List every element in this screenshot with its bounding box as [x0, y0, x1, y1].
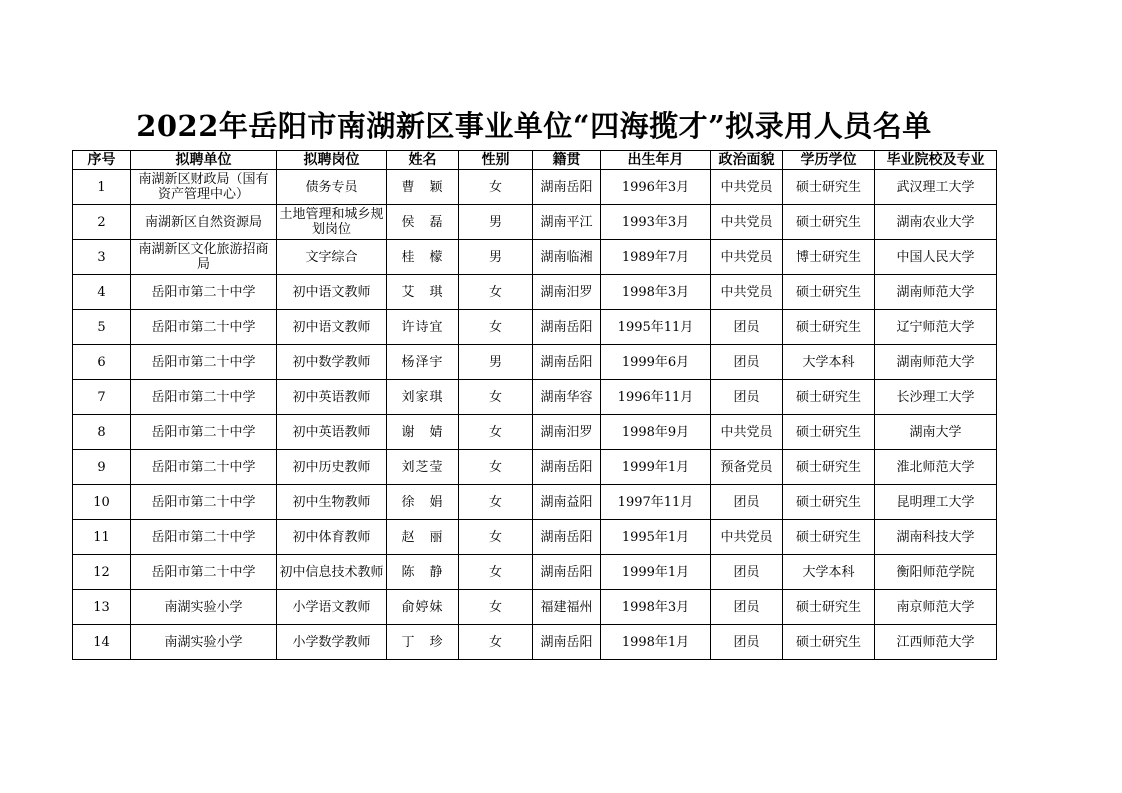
cell-birth: 1996年3月	[601, 170, 711, 205]
cell-post: 初中英语教师	[277, 380, 387, 415]
col-header-birth: 出生年月	[601, 151, 711, 170]
cell-gender: 男	[459, 205, 533, 240]
cell-school: 衡阳师范学院	[875, 555, 997, 590]
col-header-gender: 性别	[459, 151, 533, 170]
cell-no: 8	[73, 415, 131, 450]
cell-birth: 1998年9月	[601, 415, 711, 450]
cell-name: 曹 颖	[387, 170, 459, 205]
cell-gender: 女	[459, 415, 533, 450]
cell-school: 湖南科技大学	[875, 520, 997, 555]
cell-degree: 硕士研究生	[783, 205, 875, 240]
cell-degree: 硕士研究生	[783, 310, 875, 345]
cell-post: 小学数学教师	[277, 625, 387, 660]
cell-party: 团员	[711, 625, 783, 660]
cell-unit: 岳阳市第二十中学	[131, 450, 277, 485]
cell-school: 江西师范大学	[875, 625, 997, 660]
cell-unit: 南湖实验小学	[131, 625, 277, 660]
col-header-party: 政治面貌	[711, 151, 783, 170]
cell-degree: 硕士研究生	[783, 590, 875, 625]
col-header-name: 姓名	[387, 151, 459, 170]
table-row	[73, 450, 997, 485]
cell-party: 中共党员	[711, 275, 783, 310]
cell-name: 赵 丽	[387, 520, 459, 555]
cell-party: 中共党员	[711, 170, 783, 205]
cell-degree: 博士研究生	[783, 240, 875, 275]
cell-post: 文字综合	[277, 240, 387, 275]
cell-name: 杨泽宇	[387, 345, 459, 380]
table-row	[73, 310, 997, 345]
cell-no: 7	[73, 380, 131, 415]
cell-gender: 女	[459, 485, 533, 520]
cell-origin: 湖南岳阳	[533, 310, 601, 345]
cell-birth: 1999年6月	[601, 345, 711, 380]
cell-origin: 湖南汨罗	[533, 275, 601, 310]
cell-degree: 硕士研究生	[783, 170, 875, 205]
cell-unit: 岳阳市第二十中学	[131, 380, 277, 415]
cell-party: 中共党员	[711, 240, 783, 275]
col-header-origin: 籍贯	[533, 151, 601, 170]
cell-name: 桂 檬	[387, 240, 459, 275]
cell-school: 武汉理工大学	[875, 170, 997, 205]
cell-gender: 女	[459, 555, 533, 590]
cell-school: 湖南师范大学	[875, 345, 997, 380]
cell-school: 昆明理工大学	[875, 485, 997, 520]
cell-birth: 1998年1月	[601, 625, 711, 660]
cell-party: 中共党员	[711, 520, 783, 555]
page-title: 2022年岳阳市南湖新区事业单位“四海揽才”拟录用人员名单	[136, 109, 932, 143]
cell-post: 初中数学教师	[277, 345, 387, 380]
cell-gender: 女	[459, 625, 533, 660]
cell-unit: 岳阳市第二十中学	[131, 275, 277, 310]
cell-party: 团员	[711, 345, 783, 380]
cell-no: 12	[73, 555, 131, 590]
col-header-degree: 学历学位	[783, 151, 875, 170]
cell-no: 2	[73, 205, 131, 240]
cell-post: 初中体育教师	[277, 520, 387, 555]
cell-unit: 岳阳市第二十中学	[131, 485, 277, 520]
cell-party: 团员	[711, 310, 783, 345]
cell-gender: 男	[459, 240, 533, 275]
cell-origin: 福建福州	[533, 590, 601, 625]
cell-school: 淮北师范大学	[875, 450, 997, 485]
cell-name: 侯 磊	[387, 205, 459, 240]
cell-unit: 南湖新区文化旅游招商局	[131, 240, 277, 275]
cell-no: 13	[73, 590, 131, 625]
cell-birth: 1999年1月	[601, 555, 711, 590]
cell-origin: 湖南岳阳	[533, 625, 601, 660]
cell-gender: 男	[459, 345, 533, 380]
cell-birth: 1999年1月	[601, 450, 711, 485]
cell-name: 许诗宜	[387, 310, 459, 345]
cell-gender: 女	[459, 380, 533, 415]
cell-degree: 硕士研究生	[783, 520, 875, 555]
cell-name: 谢 婧	[387, 415, 459, 450]
cell-post: 初中历史教师	[277, 450, 387, 485]
header-row	[73, 151, 997, 170]
cell-degree: 硕士研究生	[783, 450, 875, 485]
cell-post: 初中语文教师	[277, 275, 387, 310]
table-row	[73, 345, 997, 380]
cell-no: 6	[73, 345, 131, 380]
cell-origin: 湖南益阳	[533, 485, 601, 520]
cell-gender: 女	[459, 590, 533, 625]
cell-school: 湖南师范大学	[875, 275, 997, 310]
cell-unit: 南湖新区财政局（国有资产管理中心）	[131, 170, 277, 205]
cell-unit: 岳阳市第二十中学	[131, 310, 277, 345]
cell-party: 团员	[711, 555, 783, 590]
cell-birth: 1989年7月	[601, 240, 711, 275]
col-header-unit: 拟聘单位	[131, 151, 277, 170]
cell-degree: 大学本科	[783, 345, 875, 380]
cell-birth: 1995年11月	[601, 310, 711, 345]
cell-birth: 1993年3月	[601, 205, 711, 240]
table-row	[73, 485, 997, 520]
cell-degree: 硕士研究生	[783, 415, 875, 450]
cell-party: 中共党员	[711, 415, 783, 450]
cell-gender: 女	[459, 170, 533, 205]
cell-name: 俞婷妹	[387, 590, 459, 625]
cell-origin: 湖南岳阳	[533, 170, 601, 205]
cell-no: 3	[73, 240, 131, 275]
col-header-post: 拟聘岗位	[277, 151, 387, 170]
cell-name: 刘芝莹	[387, 450, 459, 485]
cell-birth: 1995年1月	[601, 520, 711, 555]
cell-no: 5	[73, 310, 131, 345]
cell-origin: 湖南岳阳	[533, 520, 601, 555]
table-row	[73, 625, 997, 660]
cell-unit: 南湖新区自然资源局	[131, 205, 277, 240]
cell-name: 丁 珍	[387, 625, 459, 660]
cell-party: 中共党员	[711, 205, 783, 240]
cell-post: 小学语文教师	[277, 590, 387, 625]
cell-birth: 1998年3月	[601, 590, 711, 625]
cell-no: 4	[73, 275, 131, 310]
table-row	[73, 590, 997, 625]
cell-origin: 湖南汨罗	[533, 415, 601, 450]
cell-school: 长沙理工大学	[875, 380, 997, 415]
table-row	[73, 240, 997, 275]
cell-school: 中国人民大学	[875, 240, 997, 275]
cell-school: 南京师范大学	[875, 590, 997, 625]
cell-name: 陈 静	[387, 555, 459, 590]
cell-party: 团员	[711, 485, 783, 520]
cell-origin: 湖南华容	[533, 380, 601, 415]
table-row	[73, 520, 997, 555]
table-row	[73, 415, 997, 450]
col-header-no: 序号	[73, 151, 131, 170]
cell-post: 初中英语教师	[277, 415, 387, 450]
cell-no: 1	[73, 170, 131, 205]
cell-party: 预备党员	[711, 450, 783, 485]
cell-no: 10	[73, 485, 131, 520]
cell-unit: 岳阳市第二十中学	[131, 415, 277, 450]
cell-degree: 硕士研究生	[783, 485, 875, 520]
cell-degree: 硕士研究生	[783, 275, 875, 310]
cell-post: 初中语文教师	[277, 310, 387, 345]
cell-gender: 女	[459, 310, 533, 345]
cell-no: 14	[73, 625, 131, 660]
cell-unit: 岳阳市第二十中学	[131, 555, 277, 590]
cell-origin: 湖南岳阳	[533, 450, 601, 485]
roster-table	[72, 150, 997, 660]
table-row	[73, 555, 997, 590]
table-row	[73, 205, 997, 240]
cell-birth: 1997年11月	[601, 485, 711, 520]
cell-party: 团员	[711, 590, 783, 625]
cell-school: 辽宁师范大学	[875, 310, 997, 345]
cell-origin: 湖南岳阳	[533, 345, 601, 380]
cell-origin: 湖南平江	[533, 205, 601, 240]
cell-unit: 南湖实验小学	[131, 590, 277, 625]
cell-post: 初中信息技术教师	[277, 555, 387, 590]
cell-school: 湖南农业大学	[875, 205, 997, 240]
cell-degree: 大学本科	[783, 555, 875, 590]
cell-name: 刘家琪	[387, 380, 459, 415]
cell-origin: 湖南岳阳	[533, 555, 601, 590]
cell-party: 团员	[711, 380, 783, 415]
cell-gender: 女	[459, 450, 533, 485]
cell-no: 11	[73, 520, 131, 555]
cell-unit: 岳阳市第二十中学	[131, 520, 277, 555]
col-header-school: 毕业院校及专业	[875, 151, 997, 170]
cell-post: 土地管理和城乡规划岗位	[277, 205, 387, 240]
cell-post: 债务专员	[277, 170, 387, 205]
cell-birth: 1996年11月	[601, 380, 711, 415]
cell-birth: 1998年3月	[601, 275, 711, 310]
cell-unit: 岳阳市第二十中学	[131, 345, 277, 380]
cell-degree: 硕士研究生	[783, 625, 875, 660]
table-row	[73, 380, 997, 415]
table-row	[73, 170, 997, 205]
cell-no: 9	[73, 450, 131, 485]
cell-degree: 硕士研究生	[783, 380, 875, 415]
cell-origin: 湖南临湘	[533, 240, 601, 275]
cell-gender: 女	[459, 275, 533, 310]
cell-school: 湖南大学	[875, 415, 997, 450]
cell-name: 徐 娟	[387, 485, 459, 520]
cell-name: 艾 琪	[387, 275, 459, 310]
cell-gender: 女	[459, 520, 533, 555]
roster-body	[73, 170, 997, 660]
table-row	[73, 275, 997, 310]
cell-post: 初中生物教师	[277, 485, 387, 520]
